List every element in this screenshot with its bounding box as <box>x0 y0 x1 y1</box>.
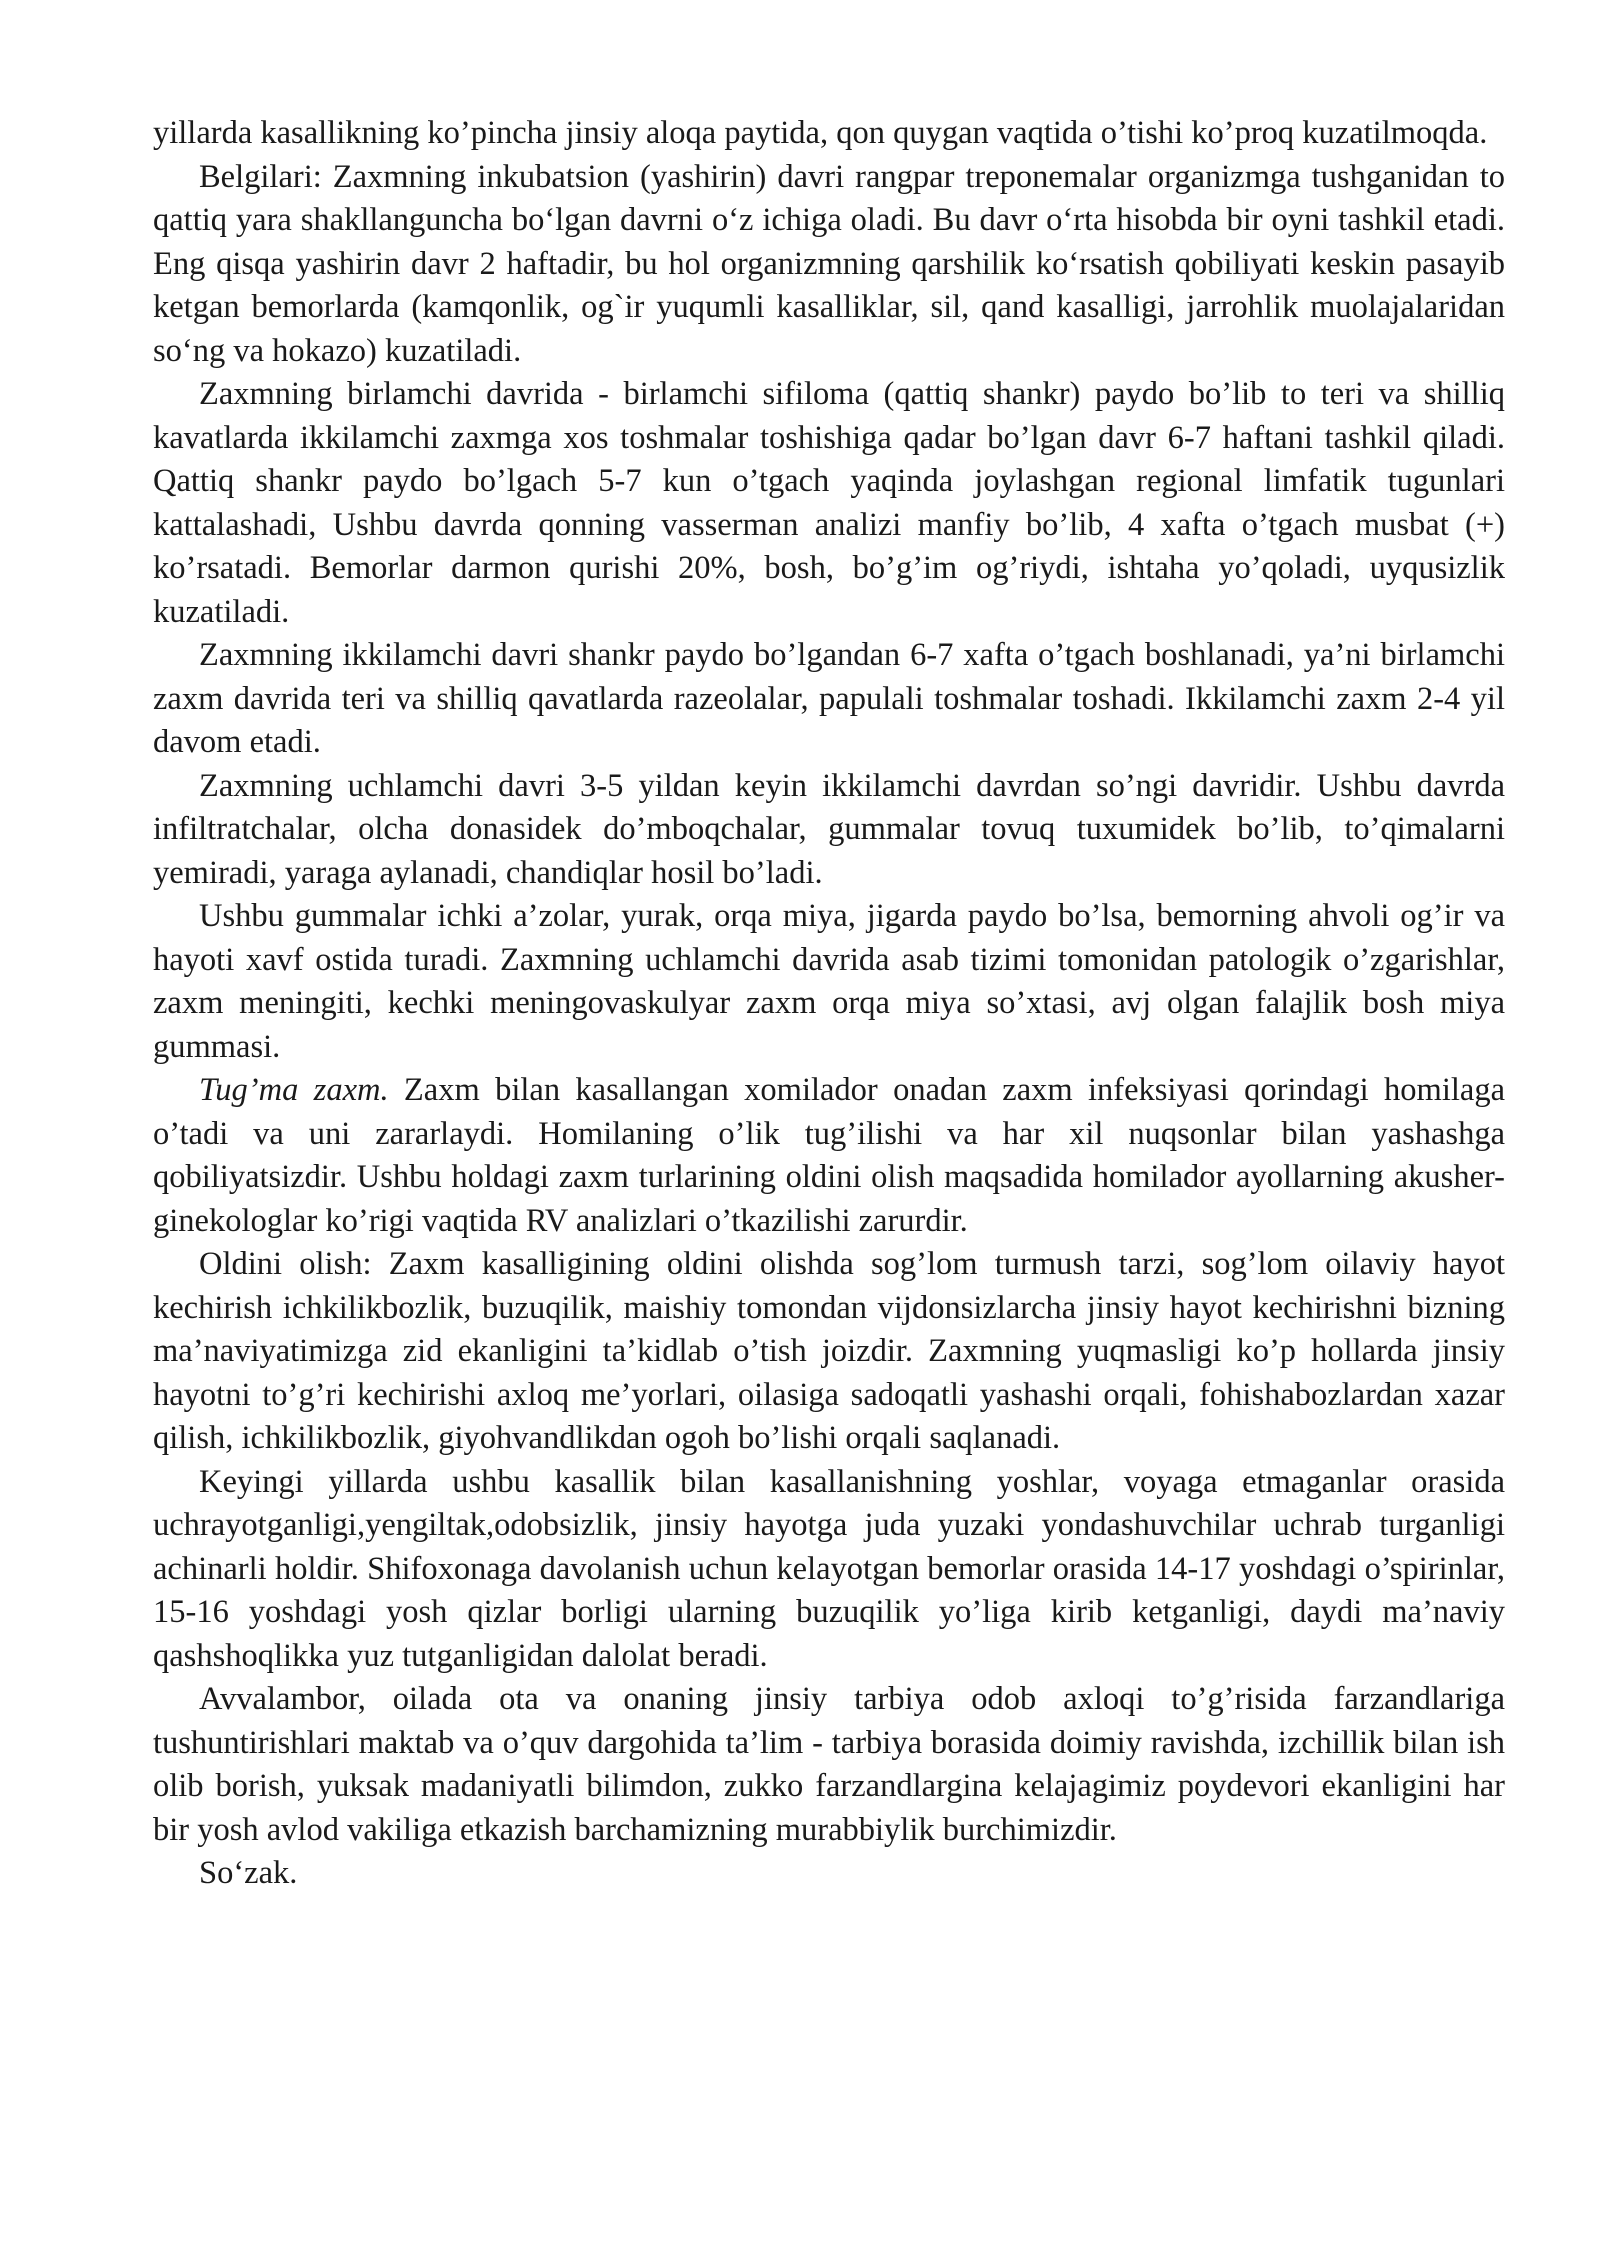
paragraph-symptoms: Belgilari: Zaxmning inkubatsion (yashirin) davri rangpar treponemalar organizmga tushganidan to qattiq yara shakllanguncha bo‘lgan davrni o‘z ichiga oladi. Bu davr o‘rta hisobda bir oyni tashkil etadi. Eng qisqa yashirin davr 2 haftadir, bu hol organizmning qarshilik ko‘rsatish qobiliyati keskin pasayib ketgan bemorlarda (kamqonlik, og`ir yuqumli kasalliklar, sil, qand kasalligi, jarrohlik muolajalaridan so‘ng va hokazo) kuzatiladi. <box>153 158 1505 369</box>
section-heading-sozak: So‘zak. <box>199 1855 298 1891</box>
paragraph-gummas: Ushbu gummalar ichki a’zolar, yurak, orqa miya, jigarda paydo bo’lsa, bemorning ahvoli og’ir va hayoti xavf ostida turadi. Zaxmning uchlamchi davrida asab tizimi tomonidan patologik o’zgarishlar, zaxm meningiti, kechki meningovaskulyar zaxm orqa miya so’xtasi, avj olgan falajlik bosh miya gummasi. <box>153 898 1505 1065</box>
paragraph-congenital-body: Zaxm bilan kasallangan xomilador onadan zaxm infeksiyasi qorindagi homilaga o’tadi va uni zararlaydi. Homilaning o’lik tug’ilishi va har xil nuqsonlar bilan yashashga qobiliyatsizdir. Ushbu holdagi zaxm turlarining oldini olish maqsadida homilador ayollarning akusher-ginekologlar ko’rigi vaqtida RV analizlari o’tkazilishi zarurdir. <box>153 1072 1505 1239</box>
document-page <box>153 112 1505 1896</box>
paragraph-youth: Keyingi yillarda ushbu kasallik bilan kasallanishning yoshlar, voyaga etmaganlar orasida uchrayotganligi,yengiltak,odobsizlik, jinsiy hayotga juda yuzaki yondashuvchilar uchrab turganligi achinarli holdir. Shifoxonaga davolanish uchun kelayotgan bemorlar orasida 14-17 yoshdagi o’spirinlar, 15-16 yoshdagi yosh qizlar borligi ularning buzuqilik yo’liga kirib ketganligi, daydi ma’naviy qashshoqlikka yuz tutganligidan dalolat beradi. <box>153 1463 1505 1674</box>
paragraph-secondary-stage: Zaxmning ikkilamchi davri shankr paydo bo’lgandan 6-7 xafta o’tgach boshlanadi, ya’ni birlamchi zaxm davrida teri va shilliq qavatlarda razeolalar, papulali toshmalar toshadi. Ikkilamchi zaxm 2-4 yil davom etadi. <box>153 637 1505 760</box>
paragraph-congenital <box>153 1069 1505 1243</box>
paragraph-prevention: Oldini olish: Zaxm kasalligining oldini olishda sog’lom turmush tarzi, sog’lom oilaviy hayot kechirish ichkilikbozlik, buzuqilik, maishiy tomondan vijdonsizlarcha jinsiy hayot kechirishni bizning ma’naviyatimizga zid ekanligini ta’kidlab o’tish joizdir. Zaxmning yuqmasligi ko’p hollarda jinsiy hayotni to’g’ri kechirishi axloq me’yorlari, oilasiga sadoqatli yashashi orqali, fohishabozlardan xazar qilish, ichkilikbozlik, giyohvandlikdan ogoh bo’lishi orqali saqlanadi. <box>153 1246 1505 1456</box>
paragraph-congenital-heading: Tug’ma zaxm. <box>199 1072 389 1108</box>
paragraph-primary-stage: Zaxmning birlamchi davrida - birlamchi sifiloma (qattiq shankr) paydo bo’lib to teri va shilliq kavatlarda ikkilamchi zaxmga xos toshmalar toshishiga qadar bo’lgan davr 6-7 haftani tashkil qiladi. Qattiq shankr paydo bo’lgach 5-7 kun o’tgach yaqinda joylashgan regional limfatik tugunlari kattalashadi, Ushbu davrda qonning vasserman analizi manfiy bo’lib, 4 xafta o’tgach musbat (+) ko’rsatadi. Bemorlar darmon qurishi 20%, bosh, bo’g’im og’riydi, ishtaha yo’qoladi, uyqusizlik kuzatiladi. <box>153 376 1505 630</box>
paragraph-continuation: yillarda kasallikning ko’pincha jinsiy aloqa paytida, qon quygan vaqtida o’tishi ko’proq kuzatilmoqda. <box>153 115 1488 151</box>
paragraph-tertiary-stage: Zaxmning uchlamchi davri 3-5 yildan keyin ikkilamchi davrdan so’ngi davridir. Ushbu davrda infiltratchalar, olcha donasidek do’mboqchalar, gummalar tovuq tuxumidek bo’lib, to’qimalarni yemiradi, yaraga aylanadi, chandiqlar hosil bo’ladi. <box>153 767 1505 891</box>
paragraph-upbringing: Avvalambor, oilada ota va onaning jinsiy tarbiya odob axloqi to’g’risida farzandlariga tushuntirishlari maktab va o’quv dargohida ta’lim - tarbiya borasida doimiy ravishda, izchillik bilan ish olib borish, yuksak madaniyatli bilimdon, zukko farzandlargina kelajagimiz poydevori ekanligini har bir yosh avlod vakiliga etkazish barchamizning murabbiylik burchimizdir. <box>153 1681 1505 1848</box>
